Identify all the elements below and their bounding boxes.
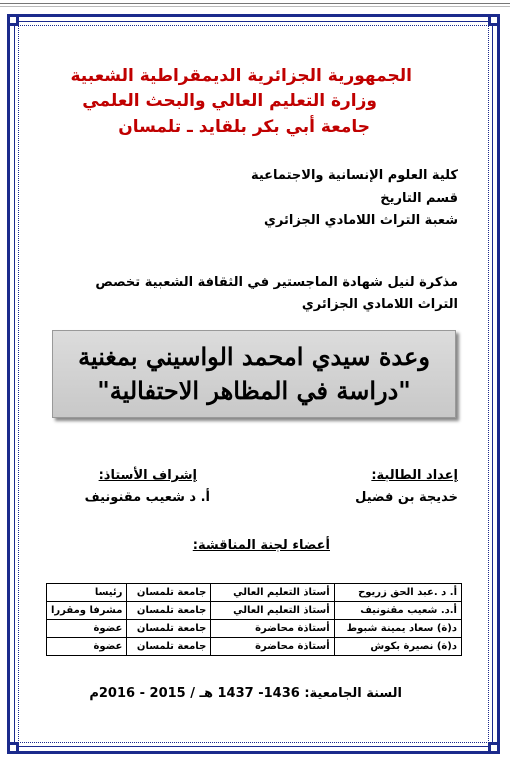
table-row xyxy=(47,638,462,656)
committee-heading: أعضاء لجنة المناقشة: xyxy=(192,538,330,553)
member-name: أ. د .عبد الحق زريوح xyxy=(334,584,461,602)
committee-table xyxy=(46,583,462,656)
corner-ornament-bottom-left xyxy=(7,742,19,754)
member-role: رئيسا xyxy=(47,584,127,602)
member-rank: أستاذة محاضرة xyxy=(211,620,334,638)
member-university: جامعة تلمسان xyxy=(127,620,211,638)
corner-ornament-top-right xyxy=(488,14,500,26)
member-university: جامعة تلمسان xyxy=(127,638,211,656)
header-republic: الجمهورية الجزائرية الديمقراطية الشعبية xyxy=(70,66,412,86)
member-rank: أستاذ التعليم العالي xyxy=(211,584,334,602)
supervisor-label: إشراف الأستاذ: xyxy=(98,468,197,483)
member-role: عضوة xyxy=(47,620,127,638)
member-role: مشرفا ومقررا xyxy=(47,602,127,620)
member-rank: أستاذة محاضرة xyxy=(211,638,334,656)
member-role: عضوة xyxy=(47,638,127,656)
faculty-branch: شعبة التراث اللامادي الجزائري xyxy=(264,213,458,228)
member-rank: أستاذ التعليم العالي xyxy=(211,602,334,620)
academic-year-value: 1436- 1437 هـ / 2015 - 2016م xyxy=(89,686,300,701)
member-name: أ.د. شعيب مقنونيف xyxy=(334,602,461,620)
corner-ornament-bottom-right xyxy=(488,742,500,754)
academic-year-label: السنة الجامعية: xyxy=(304,686,402,701)
top-rule xyxy=(0,3,510,4)
table-row xyxy=(47,602,462,620)
faculty-department: قسم التاريخ xyxy=(380,191,458,206)
top-rule-secondary xyxy=(0,6,510,7)
supervisor-name: أ. د شعيب مقنونيف xyxy=(84,490,210,505)
thesis-title-box xyxy=(52,330,456,418)
table-row xyxy=(47,584,462,602)
thesis-note-line1: مذكرة لنيل شهادة الماجستير في الثقافة الشعبية تخصص xyxy=(95,275,458,290)
faculty-college: كلية العلوم الإنسانية والاجتماعية xyxy=(250,168,458,183)
thesis-note-line2: التراث اللامادي الجزائري xyxy=(301,297,458,312)
header-ministry: وزارة التعليم العالي والبحث العلمي xyxy=(82,91,377,111)
member-name: د(ة) نصيرة بكوش xyxy=(334,638,461,656)
table-row xyxy=(47,620,462,638)
header-university: جامعة أبي بكر بلقايد ـ تلمسان xyxy=(118,117,370,137)
student-name: خديجة بن فضيل xyxy=(355,490,458,505)
thesis-title-line1: وعدة سيدي امحمد الواسيني بمغنية xyxy=(78,342,430,371)
member-name: د(ة) سعاد يمينة شبوط xyxy=(334,620,461,638)
thesis-title-line2: "دراسة في المظاهر الاحتفالية" xyxy=(97,376,411,405)
member-university: جامعة تلمسان xyxy=(127,602,211,620)
student-label: إعداد الطالبة: xyxy=(371,468,458,483)
corner-ornament-top-left xyxy=(7,14,19,26)
academic-year xyxy=(89,686,402,701)
member-university: جامعة تلمسان xyxy=(127,584,211,602)
